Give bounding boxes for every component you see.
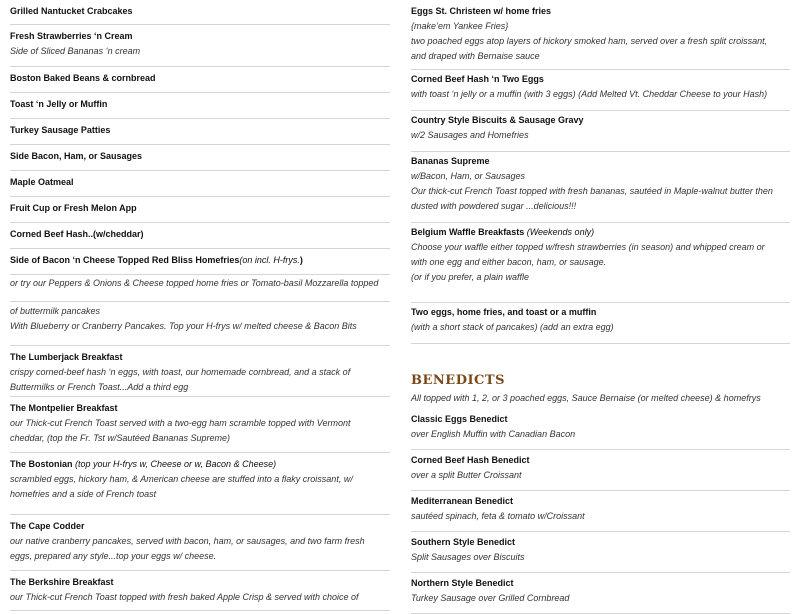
menu-item-side-of-bacon-n-cheese-topped-red-bliss- bbox=[10, 249, 390, 275]
menu-item-title bbox=[10, 123, 390, 138]
item-title-text: The Lumberjack Breakfast bbox=[10, 352, 123, 362]
menu-item-description: Buttermilks or French Toast...Add a third egg bbox=[10, 382, 189, 392]
menu-item-the-berkshire-breakfast bbox=[10, 571, 390, 611]
menu-item-of-buttermilk-pancakes bbox=[10, 302, 390, 346]
menu-item-description: scrambled eggs, hickory ham, & American cheese are stuffed into a flaky croissant, w/ bbox=[10, 474, 353, 484]
item-title-note: (top your H-frys w, Cheese or w, Bacon & Cheese) bbox=[72, 459, 277, 469]
menu-item-description: w/Bacon, Ham, or Sausages bbox=[411, 171, 526, 181]
item-title-text: Belgium Waffle Breakfasts bbox=[411, 227, 525, 237]
menu-item-title bbox=[10, 519, 390, 534]
menu-item-description: two poached eggs atop layers of hickory smoked ham, served over a fresh split croissant, bbox=[411, 36, 768, 46]
menu-item-description: with toast ‘n jelly or a muffin (with 3 eggs) (Add Melted Vt. Cheddar Cheese to your Hash) bbox=[411, 89, 768, 99]
menu-item-title bbox=[10, 4, 390, 19]
item-title-text: Corned Beef Hash ‘n Two Eggs bbox=[411, 74, 544, 84]
menu-item-corned-beef-hash-benedict bbox=[411, 450, 790, 491]
menu-item-description: Turkey Sausage over Grilled Cornbread bbox=[411, 593, 570, 603]
menu-item-description: or try our Peppers & Onions & Cheese topped home fries or Tomato-basil Mozzarella topped bbox=[10, 278, 379, 288]
menu-item-title bbox=[411, 154, 790, 169]
menu-item-description: of buttermilk pancakes bbox=[10, 306, 101, 316]
item-title-text: Classic Eggs Benedict bbox=[411, 414, 508, 424]
item-title-text: Boston Baked Beans & cornbread bbox=[10, 73, 156, 83]
item-title-text: Southern Style Benedict bbox=[411, 537, 516, 547]
menu-item-title bbox=[10, 350, 390, 365]
menu-item-description: with one egg and either bacon, ham, or sausage. bbox=[411, 257, 607, 267]
menu-item-northern-style-benedict bbox=[411, 573, 790, 614]
item-title-text: Grilled Nantucket Crabcakes bbox=[10, 6, 133, 16]
menu-item-description: our native cranberry pancakes, served with bacon, ham, or sausages, and two farm fresh bbox=[10, 536, 365, 546]
benedicts-heading: BENEDICTS bbox=[411, 373, 505, 388]
item-title-text: The Bostonian bbox=[10, 459, 73, 469]
menu-item-description: over a split Butter Croissant bbox=[411, 470, 522, 480]
menu-item-title bbox=[10, 575, 390, 590]
item-title-text: Turkey Sausage Patties bbox=[10, 125, 111, 135]
menu-item-fruit-cup-or-fresh-melon-app bbox=[10, 197, 390, 223]
menu-item-title bbox=[10, 149, 390, 164]
item-title-text: Fresh Strawberries ‘n Cream bbox=[10, 31, 133, 41]
menu-item-turkey-sausage-patties bbox=[10, 119, 390, 145]
menu-item-description: Split Sausages over Biscuits bbox=[411, 552, 525, 562]
menu-item-toast-n-jelly-or-muffin bbox=[10, 93, 390, 119]
menu-item-description: With Blueberry or Cranberry Pancakes. Top your H-frys w/ melted cheese & Bacon Bits bbox=[10, 321, 357, 331]
menu-item-title bbox=[411, 225, 790, 240]
item-title-tail: ) bbox=[299, 255, 303, 265]
menu-item-description: our Thick-cut French Toast served with a two-egg ham scramble topped with Vermont bbox=[10, 418, 351, 428]
menu-item-title bbox=[10, 29, 390, 44]
menu-item-corned-beef-hash-n-two-eggs bbox=[411, 70, 790, 111]
item-title-text: Corned Beef Hash Benedict bbox=[411, 455, 530, 465]
menu-item-title bbox=[10, 175, 390, 190]
menu-item-description: Side of Sliced Bananas ‘n cream bbox=[10, 46, 141, 56]
menu-item-title bbox=[10, 71, 390, 86]
menu-item-description: eggs, prepared any style...top your eggs w/ cheese. bbox=[10, 551, 217, 561]
menu-item-the-lumberjack-breakfast bbox=[10, 346, 390, 397]
menu-item-title bbox=[411, 4, 790, 19]
item-title-text: The Berkshire Breakfast bbox=[10, 577, 114, 587]
item-title-text: Bananas Supreme bbox=[411, 156, 490, 166]
item-title-text: The Cape Codder bbox=[10, 521, 85, 531]
menu-item-mediterranean-benedict bbox=[411, 491, 790, 532]
menu-item-title bbox=[411, 113, 790, 128]
menu-item-description: crispy corned-beef hash ‘n eggs, with toast, our homemade cornbread, and a stack of bbox=[10, 367, 351, 377]
menu-item-description: Our thick-cut French Toast topped with fresh bananas, sautéed in Maple-walnut butter then bbox=[411, 186, 773, 196]
menu-item-title bbox=[411, 494, 790, 509]
menu-item-title bbox=[10, 253, 390, 268]
menu-item-title bbox=[411, 305, 790, 320]
item-title-text: Toast ‘n Jelly or Muffin bbox=[10, 99, 108, 109]
menu-item-title bbox=[411, 576, 790, 591]
item-title-text: Side Bacon, Ham, or Sausages bbox=[10, 151, 143, 161]
menu-item-description: and draped with Bernaise sauce bbox=[411, 51, 540, 61]
menu-item-description: Choose your waffle either topped w/fresh strawberries (in season) and whipped cream or bbox=[411, 242, 765, 252]
menu-item-title bbox=[10, 227, 390, 242]
menu-item-description: {make’em Yankee Fries} bbox=[411, 21, 509, 31]
item-title-note: (on incl. H-frys. bbox=[239, 255, 300, 265]
menu-item-title bbox=[10, 97, 390, 112]
menu-item-or-try-our-peppers-onions-cheese-topped- bbox=[10, 275, 390, 302]
menu-item-side-bacon-ham-or-sausages bbox=[10, 145, 390, 171]
menu-item-title bbox=[411, 453, 790, 468]
menu-item-description: cheddar, (top the Fr. Tst w/Sautéed Bananas Supreme) bbox=[10, 433, 230, 443]
item-title-text: The Montpelier Breakfast bbox=[10, 403, 118, 413]
menu-item-the-montpelier-breakfast bbox=[10, 397, 390, 453]
item-title-text: Country Style Biscuits & Sausage Gravy bbox=[411, 115, 584, 125]
menu-item-the-cape-codder bbox=[10, 515, 390, 571]
item-title-text: Side of Bacon ‘n Cheese Topped Red Bliss Homefries bbox=[10, 255, 240, 265]
benedicts-header bbox=[411, 374, 790, 406]
menu-item-description: (or if you prefer, a plain waffle bbox=[411, 272, 530, 282]
menu-item-title bbox=[10, 457, 390, 472]
menu-item-maple-oatmeal bbox=[10, 171, 390, 197]
menu-item-title bbox=[411, 535, 790, 550]
item-title-text: Fruit Cup or Fresh Melon App bbox=[10, 203, 137, 213]
menu-item-description: over English Muffin with Canadian Bacon bbox=[411, 429, 576, 439]
menu-item-the-bostonian bbox=[10, 453, 390, 515]
item-title-text: Eggs St. Christeen w/ home fries bbox=[411, 6, 552, 16]
menu-item-title bbox=[10, 201, 390, 216]
menu-item-two-eggs-home-fries-and-toast-or-a-muffi bbox=[411, 303, 790, 344]
menu-item-fresh-strawberries-n-cream bbox=[10, 25, 390, 67]
item-title-note: (Weekends only) bbox=[524, 227, 595, 237]
item-title-text: Northern Style Benedict bbox=[411, 578, 514, 588]
menu-item-description: sautéed spinach, feta & tomato w/Croissant bbox=[411, 511, 585, 521]
menu-item-eggs-st-christeen-w-home-fries bbox=[411, 2, 790, 70]
menu-item-title bbox=[411, 412, 790, 427]
item-title-text: Two eggs, home fries, and toast or a muffin bbox=[411, 307, 597, 317]
item-title-text: Maple Oatmeal bbox=[10, 177, 74, 187]
item-title-text: Corned Beef Hash..(w/cheddar) bbox=[10, 229, 144, 239]
menu-item-bananas-supreme bbox=[411, 152, 790, 223]
menu-item-description: (with a short stack of pancakes) (add an extra egg) bbox=[411, 322, 614, 332]
menu-item-description: w/2 Sausages and Homefries bbox=[411, 130, 529, 140]
benedicts-subtitle: All topped with 1, 2, or 3 poached eggs, Sauce Bernaise (or melted cheese) & homefrys bbox=[411, 393, 761, 403]
menu-item-southern-style-benedict bbox=[411, 532, 790, 573]
menu-item-title bbox=[10, 401, 390, 416]
menu-item-corned-beef-hash-w-cheddar bbox=[10, 223, 390, 249]
menu-item-classic-eggs-benedict bbox=[411, 409, 790, 450]
menu-item-description: dusted with powdered sugar ...delicious!!! bbox=[411, 201, 577, 211]
menu-item-description: homefries and a side of French toast bbox=[10, 489, 157, 499]
menu-item-grilled-nantucket-crabcakes bbox=[10, 0, 390, 25]
menu-item-description: our Thick-cut French Toast topped with fresh baked Apple Crisp & served with choice of bbox=[10, 592, 359, 602]
menu-item-boston-baked-beans-cornbread bbox=[10, 67, 390, 93]
item-title-text: Mediterranean Benedict bbox=[411, 496, 514, 506]
menu-item-belgium-waffle-breakfasts bbox=[411, 223, 790, 303]
menu-item-country-style-biscuits-sausage-gravy bbox=[411, 111, 790, 152]
menu-item-title bbox=[411, 72, 790, 87]
